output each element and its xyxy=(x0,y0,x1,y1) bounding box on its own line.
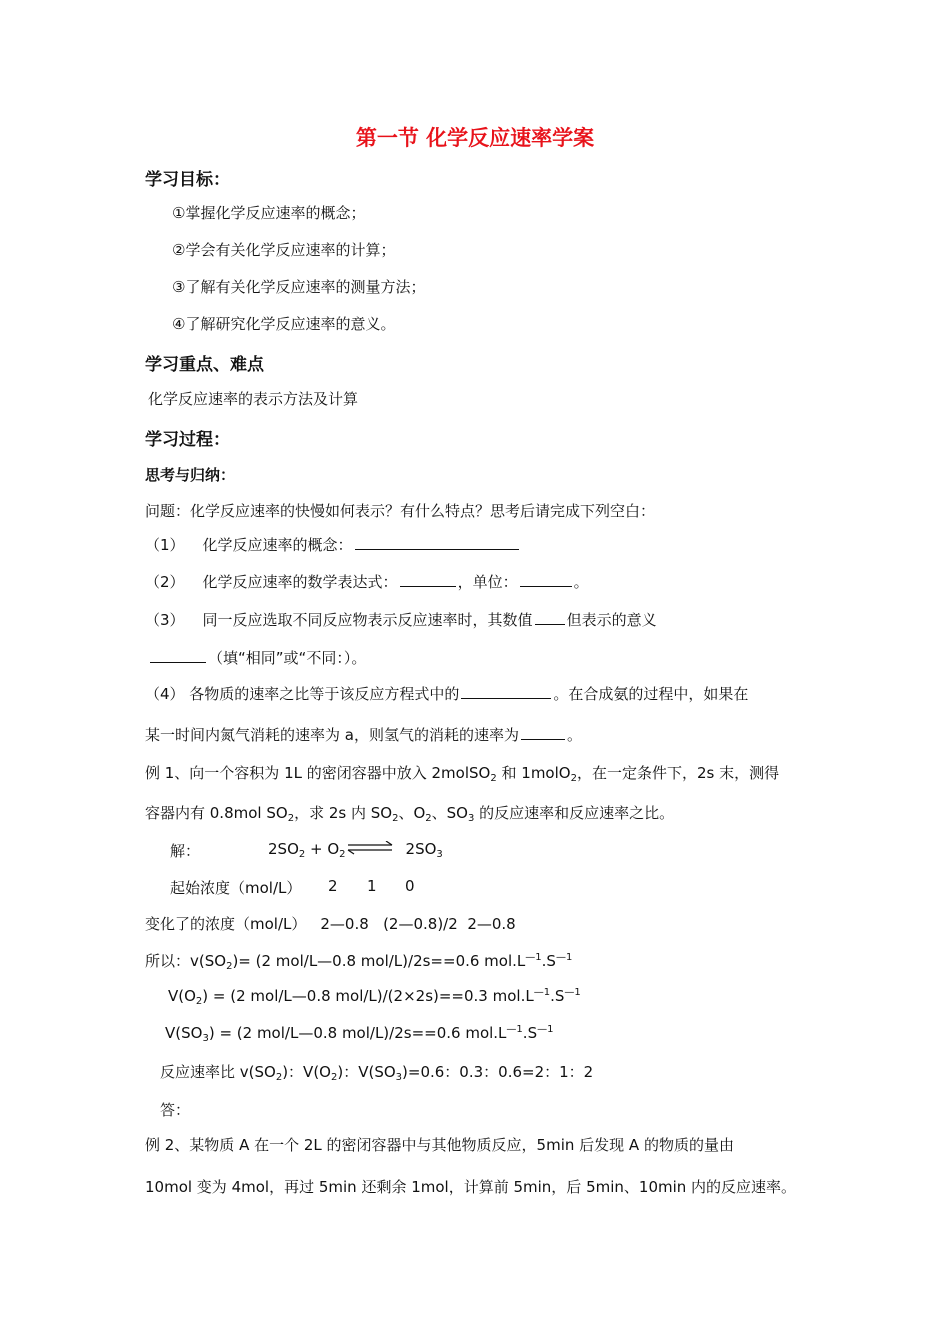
subscript: 2 xyxy=(287,813,295,824)
start-conc-value: 0 xyxy=(405,877,415,895)
example2-line2: 10mol 变为 4mol，再过 5min 还剩余 1mol，计算前 5min，后 5min、10min 内的反应速率。 xyxy=(145,1178,797,1196)
equilibrium-arrow-icon xyxy=(346,841,394,855)
goal-item: ④了解研究化学反应速率的意义。 xyxy=(172,315,396,333)
subscript: 3 xyxy=(436,849,443,860)
process-subheading: 思考与归纳： xyxy=(145,466,236,484)
subscript: 2 xyxy=(226,961,233,972)
q-number: （2） xyxy=(145,573,185,591)
start-conc-label: 起始浓度（mol/L） xyxy=(170,879,302,897)
text: 、SO xyxy=(431,804,468,822)
text: )：V(SO xyxy=(337,1063,396,1081)
keypoints-heading: 学习重点、难点 xyxy=(145,355,264,375)
q-text: （4） 各物质的速率之比等于该反应方程式中的 xyxy=(145,685,460,703)
q-number: （1） xyxy=(145,536,185,554)
text: 2SO xyxy=(268,840,299,858)
rate-so2 xyxy=(145,950,572,971)
goal-item: ①掌握化学反应速率的概念； xyxy=(172,204,366,222)
page-title: 第一节 化学反应速率学案 xyxy=(355,126,595,150)
q-text: 但表示的意义 xyxy=(566,611,657,629)
answer-label: 答： xyxy=(160,1101,191,1119)
subscript: 2 xyxy=(275,1072,283,1083)
text: + O xyxy=(305,840,340,858)
superscript: —1 xyxy=(564,987,581,998)
text: 容器内有 0.8mol SO xyxy=(145,804,288,822)
subscript: 2 xyxy=(339,849,346,860)
example1-line1 xyxy=(145,762,779,783)
answer-blank[interactable] xyxy=(355,534,519,550)
text: )= (2 mol/L—0.8 mol/L)/2s==0.6 mol.L xyxy=(232,952,526,970)
text: 例 1、向一个容积为 1L 的密闭容器中放入 2molSO xyxy=(145,764,491,782)
subscript: 2 xyxy=(195,996,203,1007)
q-text: 化学反应速率的数学表达式： xyxy=(202,573,398,591)
q-text: （填“相同”或“不同：）。 xyxy=(208,649,367,667)
q-text: 化学反应速率的概念： xyxy=(202,536,353,554)
text: .S xyxy=(550,987,565,1005)
superscript: —1 xyxy=(525,952,542,963)
q-text: 。在合成氨的过程中，如果在 xyxy=(553,685,749,703)
text: 所以： xyxy=(145,952,191,970)
rate-ratio xyxy=(160,1061,593,1082)
answer-blank[interactable] xyxy=(521,724,565,740)
text: 变化了的浓度（mol/L） xyxy=(145,915,307,933)
text: 2—0.8 (2—0.8)/2 2—0.8 xyxy=(320,915,516,933)
text: ) = (2 mol/L—0.8 mol/L)/2s==0.6 mol.L xyxy=(208,1024,507,1042)
text: .S xyxy=(522,1024,538,1042)
text: v(SO xyxy=(190,952,227,970)
blank-q4-line2 xyxy=(145,724,582,745)
reaction-equation xyxy=(268,840,443,858)
q-text: 。 xyxy=(573,573,589,591)
text: .S xyxy=(541,952,556,970)
q-number: （3） xyxy=(145,611,185,629)
blank-q4 xyxy=(145,683,748,704)
subscript: 2 xyxy=(330,1072,338,1083)
text: 的反应速率和反应速率之比。 xyxy=(474,804,675,822)
example2-line1: 例 2、某物质 A 在一个 2L 的密闭容器中与其他物质反应，5min 后发现 A 的物质的量由 xyxy=(145,1136,734,1154)
text: ) = (2 mol/L—0.8 mol/L)/(2×2s)==0.3 mol.L xyxy=(202,987,534,1005)
text: 反应速率比 v(SO xyxy=(160,1063,276,1081)
text: )：V(O xyxy=(282,1063,331,1081)
subscript: 2 xyxy=(570,773,577,784)
text: V(SO xyxy=(165,1024,203,1042)
start-conc-value: 1 xyxy=(367,877,377,895)
text: ，在一定条件下，2s 末，测得 xyxy=(576,764,780,782)
superscript: —1 xyxy=(533,987,551,998)
text: )=0.6：0.3：0.6=2：1：2 xyxy=(402,1063,594,1081)
blank-q3-cont xyxy=(148,647,366,668)
goal-item: ③了解有关化学反应速率的测量方法； xyxy=(172,278,426,296)
superscript: —1 xyxy=(537,1024,554,1035)
solution-label: 解： xyxy=(170,842,201,860)
subscript: 2 xyxy=(392,813,399,824)
q-text: ，单位： xyxy=(457,573,518,591)
keypoints-text: 化学反应速率的表示方法及计算 xyxy=(148,390,359,408)
subscript: 2 xyxy=(425,813,432,824)
q-text: 。 xyxy=(566,726,582,744)
subscript: 2 xyxy=(298,849,306,860)
superscript: —1 xyxy=(506,1024,523,1035)
answer-blank[interactable] xyxy=(535,609,565,625)
text: 2SO xyxy=(405,840,437,858)
text: V(O xyxy=(168,987,196,1005)
goal-item: ②学会有关化学反应速率的计算； xyxy=(172,241,396,259)
q-text: 某一时间内氮气消耗的速率为 a，则氢气的消耗的速率为 xyxy=(145,726,519,744)
superscript: —1 xyxy=(555,952,573,963)
blank-q1 xyxy=(145,534,521,555)
subscript: 3 xyxy=(395,1072,403,1083)
rate-so3 xyxy=(165,1024,553,1042)
subscript: 2 xyxy=(490,773,497,784)
text: 和 1molO xyxy=(496,764,571,782)
question-text: 问题：化学反应速率的快慢如何表示？有什么特点？思考后请完成下列空白： xyxy=(145,502,656,520)
change-conc-row xyxy=(145,913,516,934)
process-heading: 学习过程： xyxy=(145,430,230,450)
answer-blank[interactable] xyxy=(150,647,206,663)
blank-q3 xyxy=(145,609,657,630)
text: 、O xyxy=(398,804,426,822)
text: ，求 2s 内 SO xyxy=(294,804,393,822)
start-conc-value: 2 xyxy=(328,877,338,895)
subscript: 3 xyxy=(202,1033,209,1044)
answer-blank[interactable] xyxy=(461,683,551,699)
q-text: 同一反应选取不同反应物表示反应速率时，其数值 xyxy=(202,611,533,629)
answer-blank[interactable] xyxy=(520,571,572,587)
goals-heading: 学习目标： xyxy=(145,170,230,190)
subscript: 3 xyxy=(467,813,475,824)
answer-blank[interactable] xyxy=(400,571,456,587)
rate-o2 xyxy=(168,987,581,1005)
blank-q2 xyxy=(145,571,589,592)
example1-line2 xyxy=(145,802,674,823)
